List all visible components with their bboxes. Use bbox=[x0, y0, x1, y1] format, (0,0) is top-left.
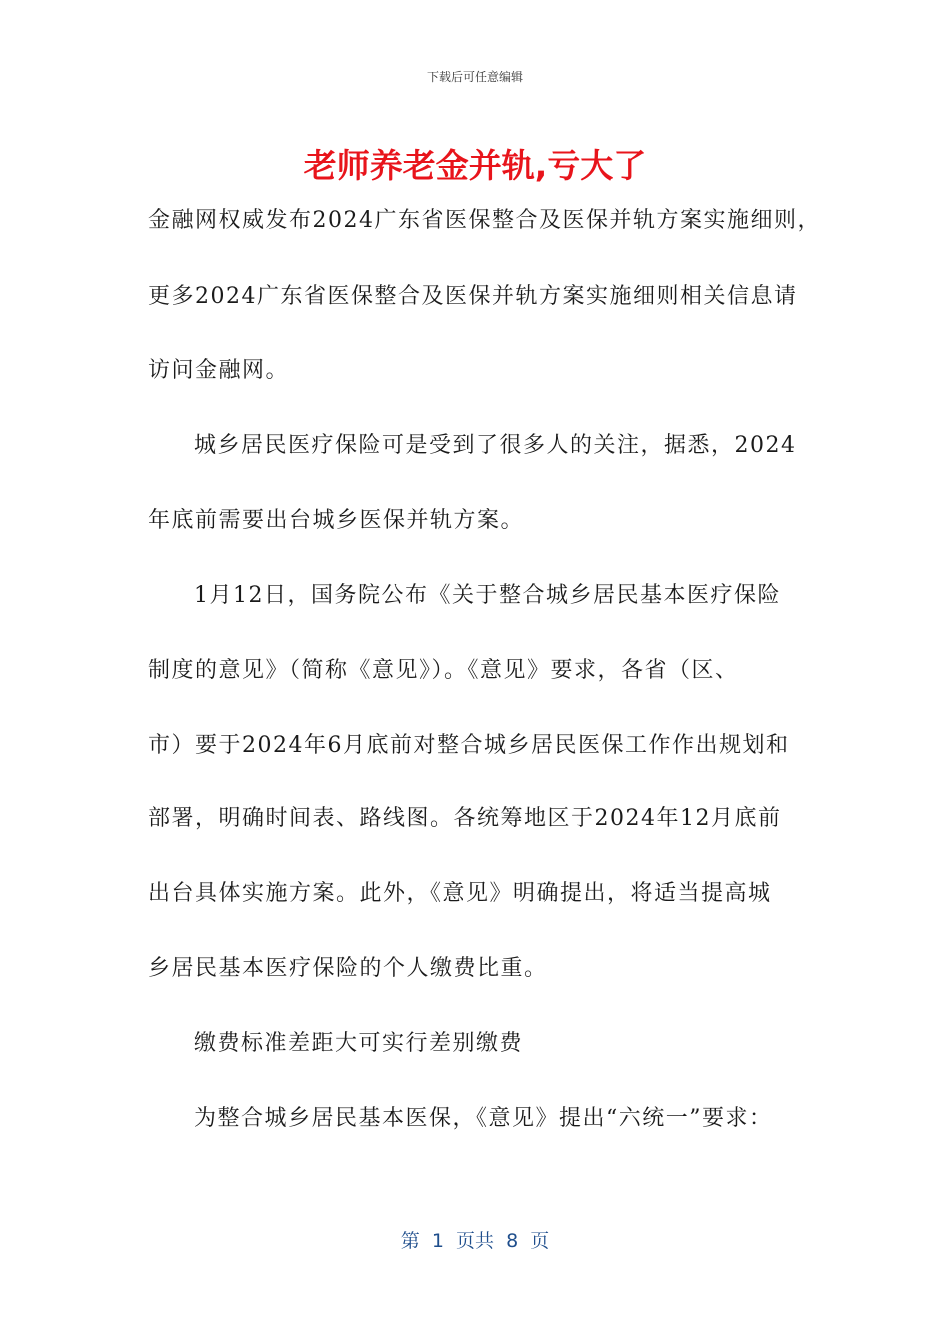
body-line: 访问金融网。 bbox=[148, 358, 290, 383]
body-line: 乡居民基本医疗保险的个人缴费比重。 bbox=[148, 956, 548, 981]
body-line: 制度的意见》（简称《意见》）。《意见》要求，各省（区、 bbox=[148, 658, 739, 683]
section-heading: 缴费标准差距大可实行差别缴费 bbox=[194, 1031, 524, 1056]
body-line: 金融网权威发布2024广东省医保整合及医保并轨方案实施细则， bbox=[148, 208, 821, 233]
body-line: 市）要于2024年6月底前对整合城乡居民医保工作作出规划和 bbox=[148, 733, 790, 758]
paragraph-first-line: 城乡居民医疗保险可是受到了很多人的关注，据悉，2024 bbox=[194, 433, 797, 458]
document-title: 老师养老金并轨,亏大了 bbox=[303, 146, 647, 185]
body-line: 更多2024广东省医保整合及医保并轨方案实施细则相关信息请 bbox=[148, 284, 798, 309]
body-line: 年底前需要出台城乡医保并轨方案。 bbox=[148, 508, 525, 533]
body-line: 出台具体实施方案。此外，《意见》明确提出，将适当提高城 bbox=[148, 881, 772, 906]
header-note: 下载后可任意编辑 bbox=[426, 70, 523, 84]
paragraph-first-line: 1月12日，国务院公布《关于整合城乡居民基本医疗保险 bbox=[194, 583, 781, 608]
page-footer: 第 1 页共 8 页 bbox=[400, 1230, 550, 1252]
paragraph-first-line: 为整合城乡居民基本医保，《意见》提出“六统一”要求： bbox=[194, 1106, 773, 1131]
body-line: 部署，明确时间表、路线图。各统筹地区于2024年12月底前 bbox=[148, 806, 782, 831]
